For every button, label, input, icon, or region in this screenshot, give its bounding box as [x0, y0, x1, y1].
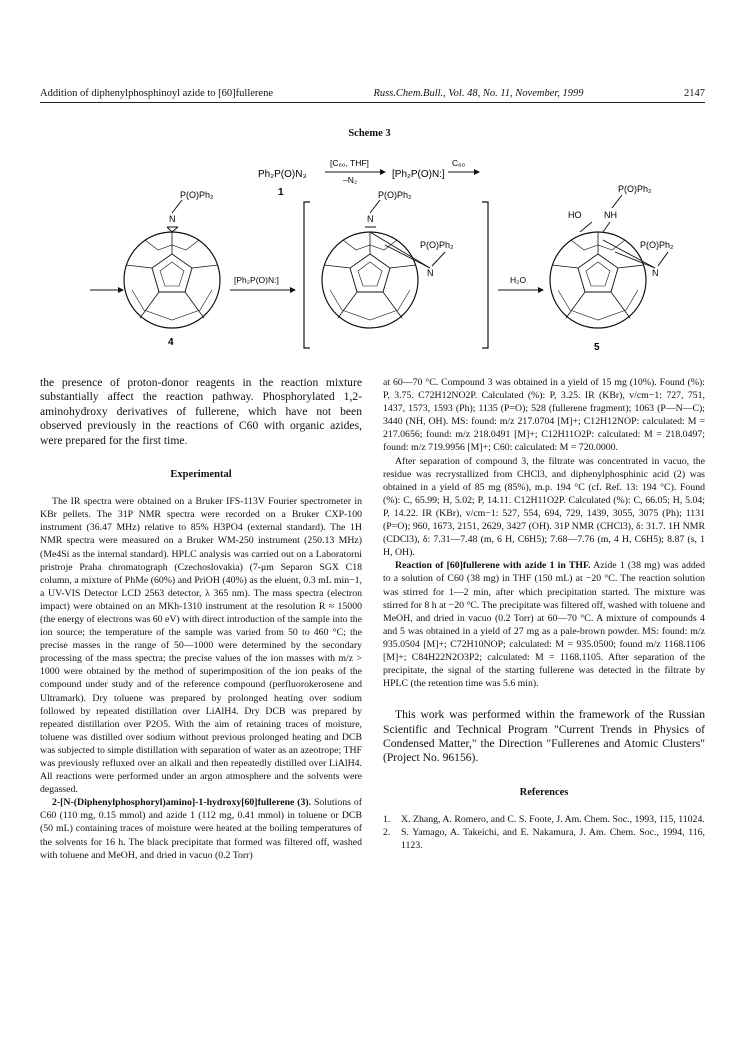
reaction-scheme	[40, 150, 705, 360]
reference-item	[383, 826, 705, 852]
reactant-number: 1	[278, 187, 284, 198]
reference-item	[383, 813, 705, 826]
acknowledgement-block	[383, 708, 705, 766]
acid-paragraph: After separation of compound 3, the filtrate was concentrated in vacuo, the residue was recrystallized from CHCl3, and diphenylphosphinic acid (2) was obtained in a yield of 85 mg (85%), m.p. 194 °C (cf. Ref. 13: 194 °C). Found (%): C, 65.99; H, 5.02; P, 14.11. C12H11O2P. Calculated (%): C, 66.05; H, 5.04; P, 14.22. IR (KBr), v/cm−1: 527, 554, 694, 729, 1439, 3055, 3075 (Ph); 1131 (P=O); 960, 1673, 2151, 2629, 3427 (OH). 31P NMR (CHCl3), δ: 31.7. 1H NMR (CDCl3), δ: 7.31—7.48 (m, 6 H, C6H5); 7.68—7.76 (m, 4 H, C6H5); 8.87 (s, 1 H, OH).	[383, 455, 705, 559]
thf-reaction-paragraph	[383, 559, 705, 690]
fullerene-intermediate	[322, 227, 430, 328]
reactant-label: Ph₂P(O)N₃	[258, 169, 307, 180]
condition-bottom: –N₂	[343, 175, 358, 185]
bracket-right	[482, 202, 488, 348]
right-column	[383, 376, 705, 852]
reference-text: X. Zhang, A. Romero, and C. S. Foote, J. Am. Chem. Soc., 1993, 115, 11024.	[401, 813, 705, 825]
thf-reaction-text: Azide 1 (38 mg) was added to a solution of C60 (38 mg) in THF (150 mL) at −20 °C. The reaction solution was stirred for 1—2 min, after which precipitation started. The mixture was stirred for 8 h at −20 °C. The precipitate was filtered off, washed with toluene and MeOH, and dried in vacuo (0.2 Torr) at 60—70 °C. A mixture of compounds 4 and 5 was obtained in a yield of 27 mg as a pale-brown powder. MS: found: m/z 935.0504 [M]+; C72H10NOP; calculated: M = 935.0500; found m/z 1168.1106 [M]+; C84H22N2O3P2; calculated: M = 1168.1105. After separation of the precipitate, the signal of the starting fullerene was detected in the filtrate by HPLC (the retention time was 5.6 min).	[383, 560, 705, 690]
intermediate-label: [Ph₂P(O)N:]	[392, 169, 445, 180]
running-header	[40, 88, 705, 103]
compound-3-continued: at 60—70 °C. Compound 3 was obtained in a yield of 15 mg (10%). Found (%): P, 3.75. C72H12NO2P. Calculated (%): P, 3.25. IR (KBr), v/cm−1: 727, 751, 1437, 1573, 1593 (Ph); 1135 (P=O); 528 (fullerene fragment); 1063 (P—N—C); 3440 (NH, OH). MS: found: m/z 217.0704 [M]+; C12H12NOP: calculated: M = 217.0656; found: m/z 218.0491 [M]+; C12H11O2P: calculated: M = 218.0497; found: m/z 719.9956 [M]+; C60: calculated: M = 720.0000.	[383, 377, 705, 454]
intro-block	[40, 376, 362, 448]
experimental-paragraph-1: The IR spectra were obtained on a Bruker IFS-113V Fourier spectrometer in KBr pellets. The 31P NMR spectra were recorded on a Bruker CXP-100 instrument (36.47 MHz) relative to 85% H3PO4 (external standard). The 1H NMR spectra were measured on a Bruker WM-250 instrument (250.13 MHz) (Me4Si as the internal standard). HPLC analysis was carried out on a Laboratorni pristroje Praha chromatograph (Czechoslovakia) (7-μm Separon SGX C18 column, a mixture of PhMe (60%) and PriOH (40%) as the eluent, 0.3 mL min−1, a UV-VIS Detector LCD 2563 detector, λ 365 nm). The mass spectra (electron impact) were obtained on an MKh-1310 instrument at the resolution R ≈ 15000 (the energy of electrons was 60 eV) with direct introduction of the sample into the ion source; the temperature of the sample was varied from 50 to 460 °C; the precise masses in the range of 50—1000 were determined by the secondary processing of the mass spectra; the precise values of the ion masses with m/z > 1000 were obtained by the method of superimposition of the ion peaks of the compound under study and of the reference compound (perfluorokerosene and Ultramark). Dry toluene was prepared by prolonged heating over sodium followed by repeated distillation over LiAlH4. Dry DCB was prepared by repeated distillation over P2O5. With the aim of retaining traces of moisture, toluene was distilled over sodium without previous prolonged heating and DCB was subjected to simple distillation with separation of water as an azeotrope; THF was previously refluxed over an alkali and then repeatedly distilled over LiAlH4. All reactions were performed under an argon atmosphere and the solvents were degassed.	[40, 496, 362, 796]
arrow-4-head	[538, 287, 544, 293]
fullerene-5	[550, 222, 655, 328]
compound-4-group: P(O)Ph₂	[180, 190, 214, 200]
arrow-1-head	[380, 169, 386, 175]
compound-5-number: 5	[594, 342, 600, 353]
references-list	[383, 813, 705, 852]
experimental-heading: Experimental	[170, 469, 232, 481]
compound-3-text: Solutions of C60 (110 mg, 0.15 mmol) and azide 1 (112 mg, 0.41 mmol) in toluene or DCB (50 mL) containing traces of moisture were heated at the boiling temperatures of the solvents for 16 h. The black precipitate that formed was filtered off, washed with toluene and MeOH, and dried in vacuo (0.2 Torr)	[40, 797, 362, 861]
intermediate-n-top: N	[367, 214, 374, 224]
intermediate-n-side: N	[427, 268, 434, 278]
compound-3-title: 2-[N-(Diphenylphosphoryl)amino]-1-hydroxy[60]fullerene (3).	[52, 797, 312, 809]
references-heading: References	[519, 786, 569, 798]
compound-5-nh: NH	[604, 210, 617, 220]
header-title: Addition of diphenylphosphinoyl azide to [60]fullerene	[40, 88, 273, 99]
intro-paragraph: the presence of proton-donor reagents in the reaction mixture substantially affect the reaction pathway. Phosphorylated 1,2-aminohydroxy derivatives of fullerene, which have not been observed previously in the reactions of C60 with organic azides, were prepared for the first time.	[40, 376, 362, 447]
compound-5-n-side: N	[652, 268, 659, 278]
arrow-2-reagent: C₆₀	[452, 158, 466, 168]
compound-5-group-side: P(O)Ph₂	[640, 240, 674, 250]
water-reagent: H₂O	[510, 275, 527, 285]
header-page-number: 2147	[684, 88, 705, 99]
arrow-in-head	[118, 287, 124, 293]
fullerene-4	[124, 227, 220, 328]
intermediate-group-side: P(O)Ph₂	[420, 240, 454, 250]
experimental-paragraph-2	[40, 796, 362, 861]
reference-number: 1.	[383, 813, 391, 825]
bracket-left	[304, 202, 310, 348]
reference-number: 2.	[383, 826, 391, 838]
reference-text: S. Yamago, A. Takeichi, and E. Nakamura, J. Am. Chem. Soc., 1994, 116, 1123.	[401, 826, 705, 851]
arrow-3-head	[290, 287, 296, 293]
compound-5-group-top: P(O)Ph₂	[618, 184, 652, 194]
compound-4-number: 4	[168, 337, 174, 348]
scheme-title: Scheme 3	[348, 128, 391, 139]
intermediate-group-top: P(O)Ph₂	[378, 190, 412, 200]
arrow-2-head	[474, 169, 480, 175]
header-journal: Russ.Chem.Bull., Vol. 48, No. 11, November, 1999	[373, 88, 584, 99]
compound-4-n: N	[169, 214, 176, 224]
nitrene-reagent: [Ph₂P(O)N:]	[234, 275, 279, 285]
thf-reaction-title: Reaction of [60]fullerene with azide 1 in THF.	[395, 560, 591, 572]
left-column	[40, 376, 362, 862]
condition-top: [C₆₀, THF]	[330, 158, 369, 168]
acknowledgement-paragraph: This work was performed within the framework of the Russian Scientific and Technical Program "Current Trends in Physics of Condensed Matter," the Direction "Fullerenes and Atomic Clusters" (Project No. 96156).	[383, 708, 705, 765]
compound-5-ho: HO	[568, 210, 582, 220]
